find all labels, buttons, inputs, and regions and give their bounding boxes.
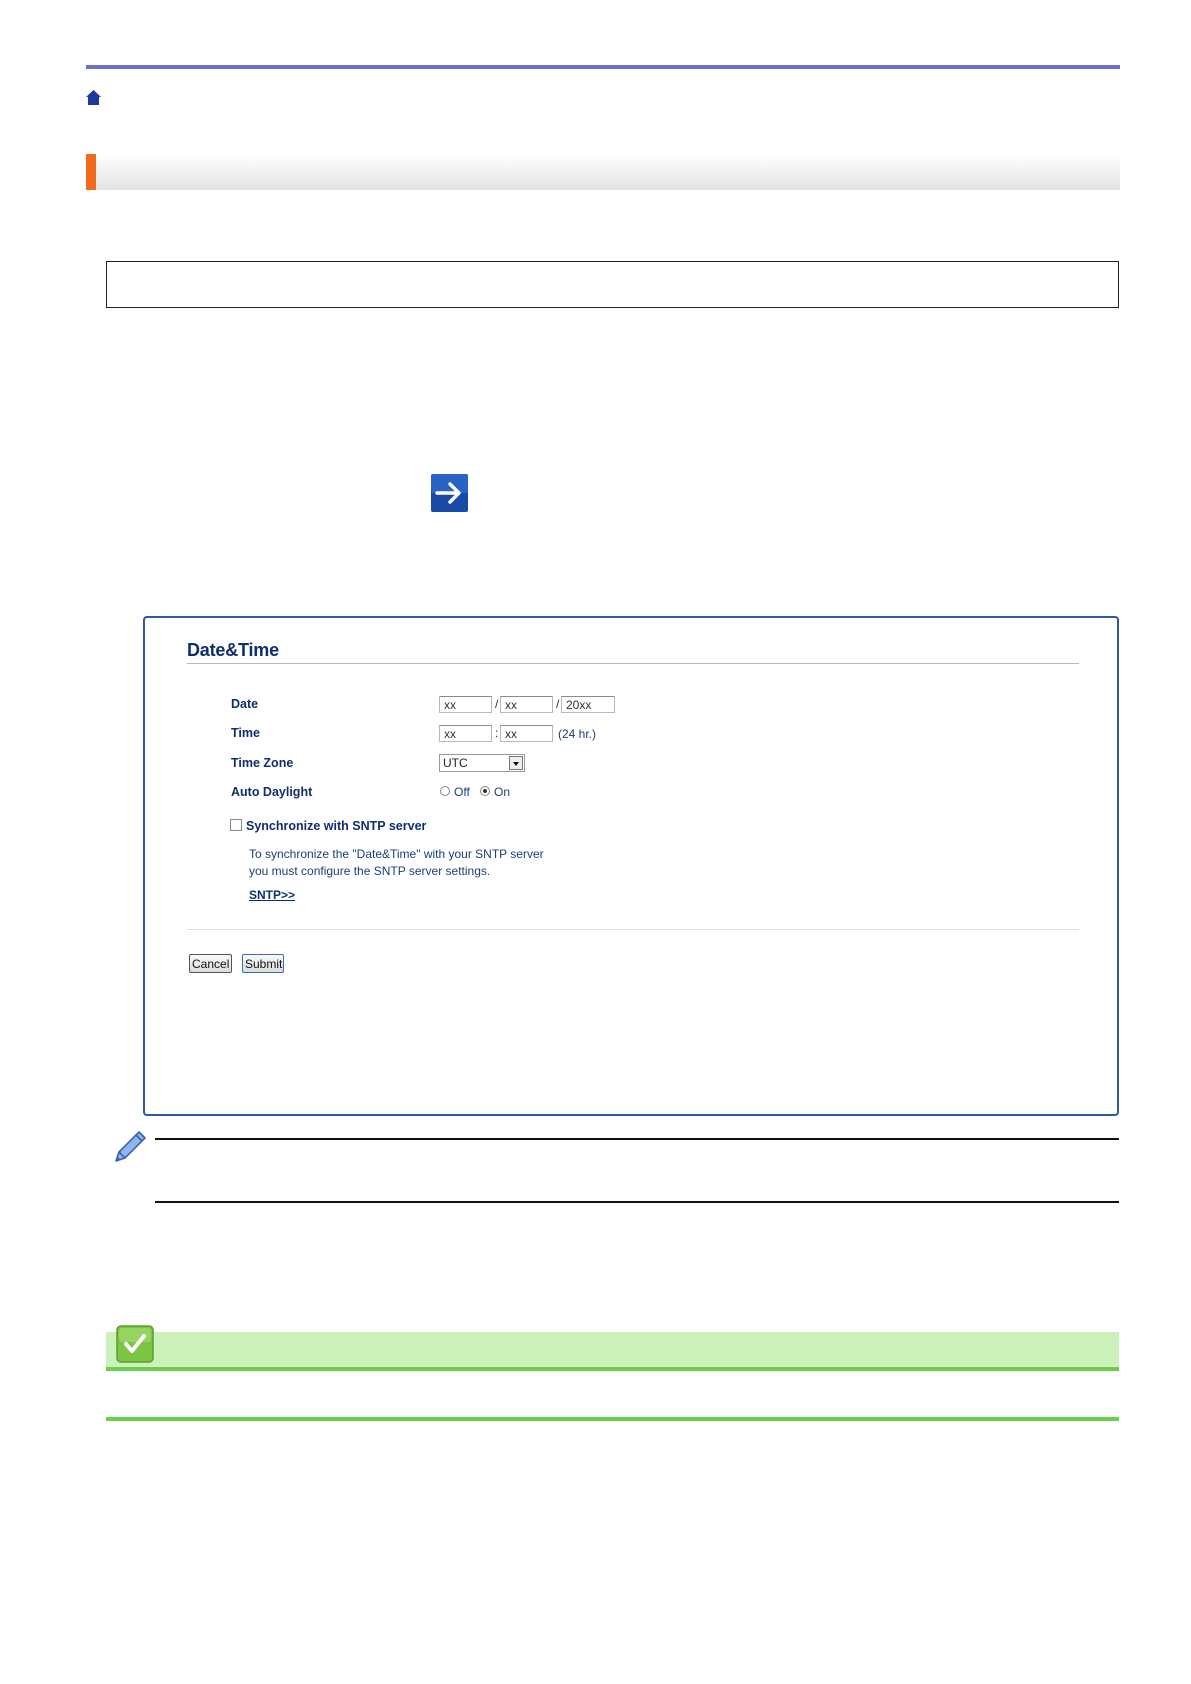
title-accent (86, 154, 96, 190)
sntp-settings-link[interactable]: SNTP>> (249, 888, 296, 902)
panel-title-rule (187, 663, 1079, 664)
auto-daylight-label: Auto Daylight (231, 785, 313, 799)
note-rule-top (155, 1138, 1119, 1140)
auto-daylight-off-radio[interactable] (440, 786, 450, 796)
date-month-input[interactable] (500, 696, 553, 713)
top-rule (86, 65, 1120, 69)
date-time-panel (143, 616, 1119, 1116)
timezone-label: Time Zone (231, 756, 294, 770)
note-rule-bottom (155, 1201, 1119, 1203)
related-info-band (106, 1332, 1119, 1367)
date-separator-2: / (556, 697, 560, 711)
time-minute-input[interactable] (500, 725, 553, 742)
related-info-underline (106, 1367, 1119, 1371)
info-box (106, 261, 1119, 308)
date-day-input[interactable] (439, 696, 492, 713)
auto-daylight-on-radio[interactable] (480, 786, 490, 796)
pencil-icon (110, 1128, 150, 1168)
date-separator-1: / (495, 697, 499, 711)
timezone-selected: UTC (443, 756, 468, 770)
checkmark-icon (116, 1325, 154, 1363)
sntp-description-line-1: To synchronize the "Date&Time" with your SNTP server (249, 847, 544, 861)
sntp-sync-checkbox[interactable] (230, 819, 242, 831)
title-band (86, 154, 1120, 190)
panel-title: Date&Time (187, 640, 279, 660)
related-info-bottom-rule (106, 1417, 1119, 1421)
arrow-right-icon (431, 474, 468, 512)
sntp-sync-label: Synchronize with SNTP server (246, 819, 427, 833)
panel-bottom-rule (187, 929, 1079, 930)
home-icon[interactable] (85, 89, 102, 106)
auto-daylight-off-label: Off (454, 785, 470, 799)
submit-button[interactable]: Submit (242, 954, 284, 973)
date-label: Date (231, 697, 259, 711)
time-hour-input[interactable] (439, 725, 492, 742)
time-label: Time (231, 726, 260, 740)
chevron-down-icon[interactable] (509, 756, 523, 770)
time-separator: : (495, 726, 499, 740)
auto-daylight-on-label: On (494, 785, 511, 799)
sntp-description-line-2: you must configure the SNTP server settings. (249, 864, 491, 878)
time-format-hint: (24 hr.) (558, 727, 597, 741)
date-year-input[interactable] (561, 696, 615, 713)
cancel-button[interactable]: Cancel (189, 954, 232, 973)
timezone-select[interactable] (439, 754, 525, 772)
